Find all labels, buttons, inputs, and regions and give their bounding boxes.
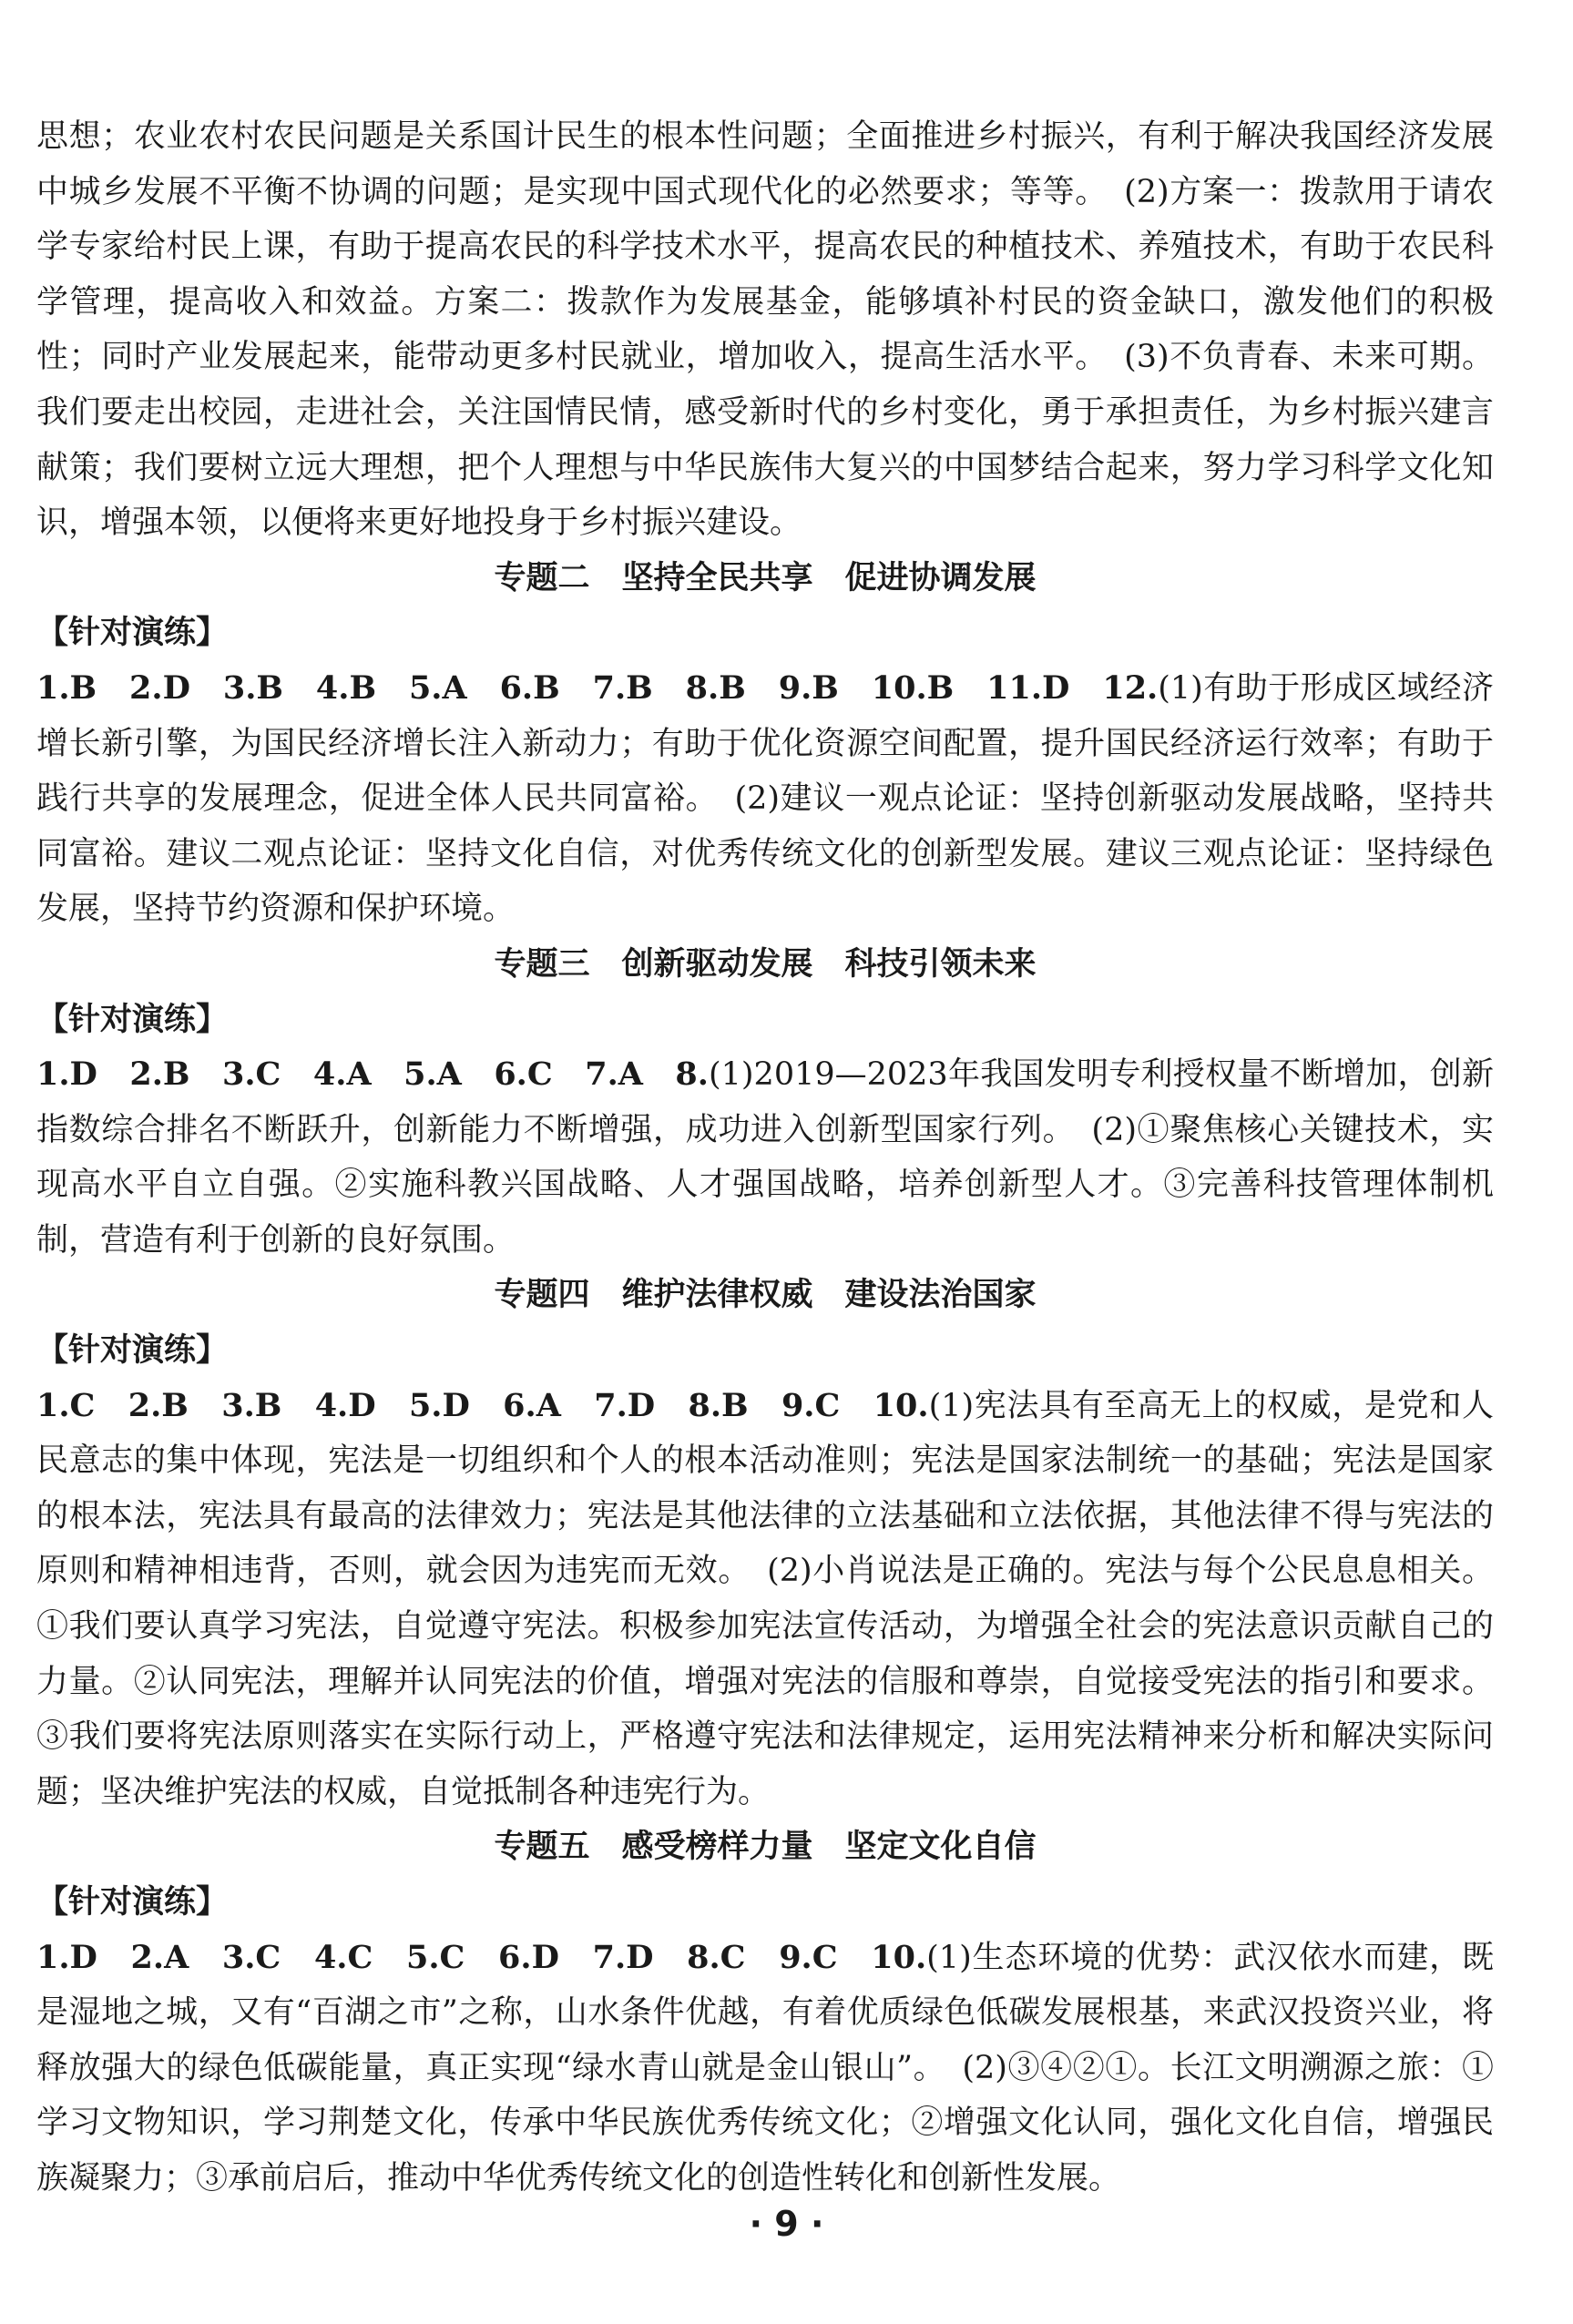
- intro-paragraph: 思想；农业农村农民问题是关系国计民生的根本性问题；全面推进乡村振兴，有利于解决我国经济发展中城乡发展不平衡不协调的问题；是实现中国式现代化的必然要求；等等。 (2)方案一：拨款用于请农学专家给村民上课，有助于提高农民的科学技术水平，提高农民的种植技术、养殖技术，有助于农民科学管理，提高收入和效益。方案二：拨款作为发展基金，能够填补村民的资金缺口，激发他们的积极性；同时产业发展起来，能带动更多村民就业，增加收入，提高生活水平。 (3)不负青春、未来可期。我们要走出校园，走进社会，关注国情民情，感受新时代的乡村变化，勇于承担责任，为乡村振兴建言献策；我们要树立远大理想，把个人理想与中华民族伟大复兴的中国梦结合起来，努力学习科学文化知识，增强本领，以便将来更好地投身于乡村振兴建设。: [36, 118, 1494, 542]
- section-4-answers: [36, 1379, 1494, 1820]
- page-number: · 9 ·: [749, 2204, 824, 2244]
- section-3-answers: [36, 1047, 1494, 1268]
- section-4-title: 专题四 维护法律权威 建设法治国家: [494, 1276, 1037, 1314]
- section-5-title: 专题五 感受榜样力量 坚定文化自信: [494, 1828, 1037, 1866]
- section-2-title: 专题二 坚持全民共享 促进协调发展: [494, 558, 1037, 596]
- section-5-explanation: (1)生态环境的优势：武汉依水而建，既是湿地之城，又有“百湖之市”之称，山水条件优越，有着优质绿色低碳发展根基，来武汉投资兴业，将释放强大的绿色低碳能量，真正实现“绿水青山就是金山银山”。 (2)③④②①。长江文明溯源之旅：①学习文物知识，学习荆楚文化，传承中华民族优秀传统文化；②增强文化认同，强化文化自信，增强民族凝聚力；③承前启后，推动中华优秀传统文化的创造性转化和创新性发展。: [36, 1939, 1494, 2197]
- section-2-answers: [36, 661, 1494, 937]
- section-2-choice-answers: 1.B 2.D 3.B 4.B 5.A 6.B 7.B 8.B 9.B 10.B 11.D 12.: [36, 668, 1159, 707]
- section-3-practice-tag: 【针对演练】: [36, 1000, 229, 1038]
- section-4-choice-answers: 1.C 2.B 3.B 4.D 5.D 6.A 7.D 8.B 9.C 10.: [36, 1386, 929, 1424]
- section-2-practice-tag: 【针对演练】: [36, 614, 229, 652]
- section-3-choice-answers: 1.D 2.B 3.C 4.A 5.A 6.C 7.A 8.: [36, 1055, 709, 1094]
- section-2-explanation: (1)有助于形成区域经济增长新引擎，为国民经济增长注入新动力；有助于优化资源空间配置，提升国民经济运行效率；有助于践行共享的发展理念，促进全体人民共同富裕。 (2)建议一观点论证：坚持创新驱动发展战略，坚持共同富裕。建议二观点论证：坚持文化自信，对优秀传统文化的创新型发展。建议三观点论证：坚持绿色发展，坚持节约资源和保护环境。: [36, 669, 1494, 928]
- section-4-explanation: (1)宪法具有至高无上的权威，是党和人民意志的集中体现，宪法是一切组织和个人的根本活动准则；宪法是国家法制统一的基础；宪法是国家的根本法，宪法具有最高的法律效力；宪法是其他法律的立法基础和立法依据，其他法律不得与宪法的原则和精神相违背，否则，就会因为违宪而无效。 (2)小肖说法是正确的。宪法与每个公民息息相关。①我们要认真学习宪法，自觉遵守宪法。积极参加宪法宣传活动，为增强全社会的宪法意识贡献自己的力量。②认同宪法，理解并认同宪法的价值，增强对宪法的信服和尊崇，自觉接受宪法的指引和要求。③我们要将宪法原则落实在实际行动上，严格遵守宪法和法律规定，运用宪法精神来分析和解决实际问题；坚决维护宪法的权威，自觉抵制各种违宪行为。: [36, 1387, 1494, 1810]
- section-3-title: 专题三 创新驱动发展 科技引领未来: [494, 944, 1037, 983]
- section-5-practice-tag: 【针对演练】: [36, 1883, 229, 1921]
- section-4-practice-tag: 【针对演练】: [36, 1331, 229, 1370]
- section-3-explanation: (1)2019—2023年我国发明专利授权量不断增加，创新指数综合排名不断跃升，创新能力不断增强，成功进入创新型国家行列。 (2)①聚焦核心关键技术，实现高水平自立自强。②实施科教兴国战略、人才强国战略，培养创新型人才。③完善科技管理体制机制，营造有利于创新的良好氛围。: [36, 1056, 1494, 1259]
- section-5-answers: [36, 1931, 1494, 2207]
- document-body: [36, 109, 1494, 2207]
- section-5-choice-answers: 1.D 2.A 3.C 4.C 5.C 6.D 7.D 8.C 9.C 10.: [36, 1938, 927, 1976]
